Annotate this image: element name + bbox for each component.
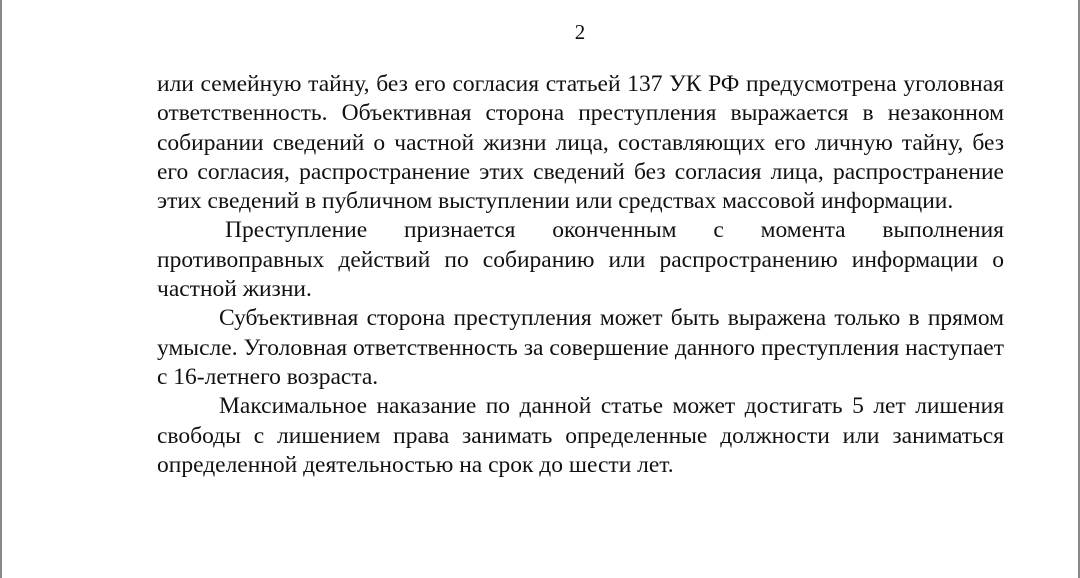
- paragraph-continuation: или семейную тайну, без его согласия статьей 137 УК РФ предусмотрена уголовная ответственность. Объективная сторона преступления выражается в незаконном собирании сведений о частной жизни лица, составляющих его личную тайну, без его согласия, распространение этих сведений без согласия лица, распространение этих сведений в публичном выступлении или средствах массовой информации.: [157, 71, 1004, 215]
- paragraph-max-penalty: Максимальное наказание по данной статье может достигать 5 лет лишения свободы с лишением права занимать определенные должности или заниматься определенной деятельностью на срок до шести лет.: [157, 393, 1004, 478]
- document-body: [157, 70, 1004, 480]
- page-number: 2: [574, 20, 586, 44]
- paragraph-subjective-side: Субъективная сторона преступления может быть выражена только в прямом умысле. Уголовная ответственность за совершение данного преступления наступает с 16-летнего возраста.: [157, 305, 1004, 390]
- paragraph-completion: Преступление признается оконченным с момента выполнения противоправных действий по собиранию или распространению информации о частной жизни.: [157, 217, 1004, 303]
